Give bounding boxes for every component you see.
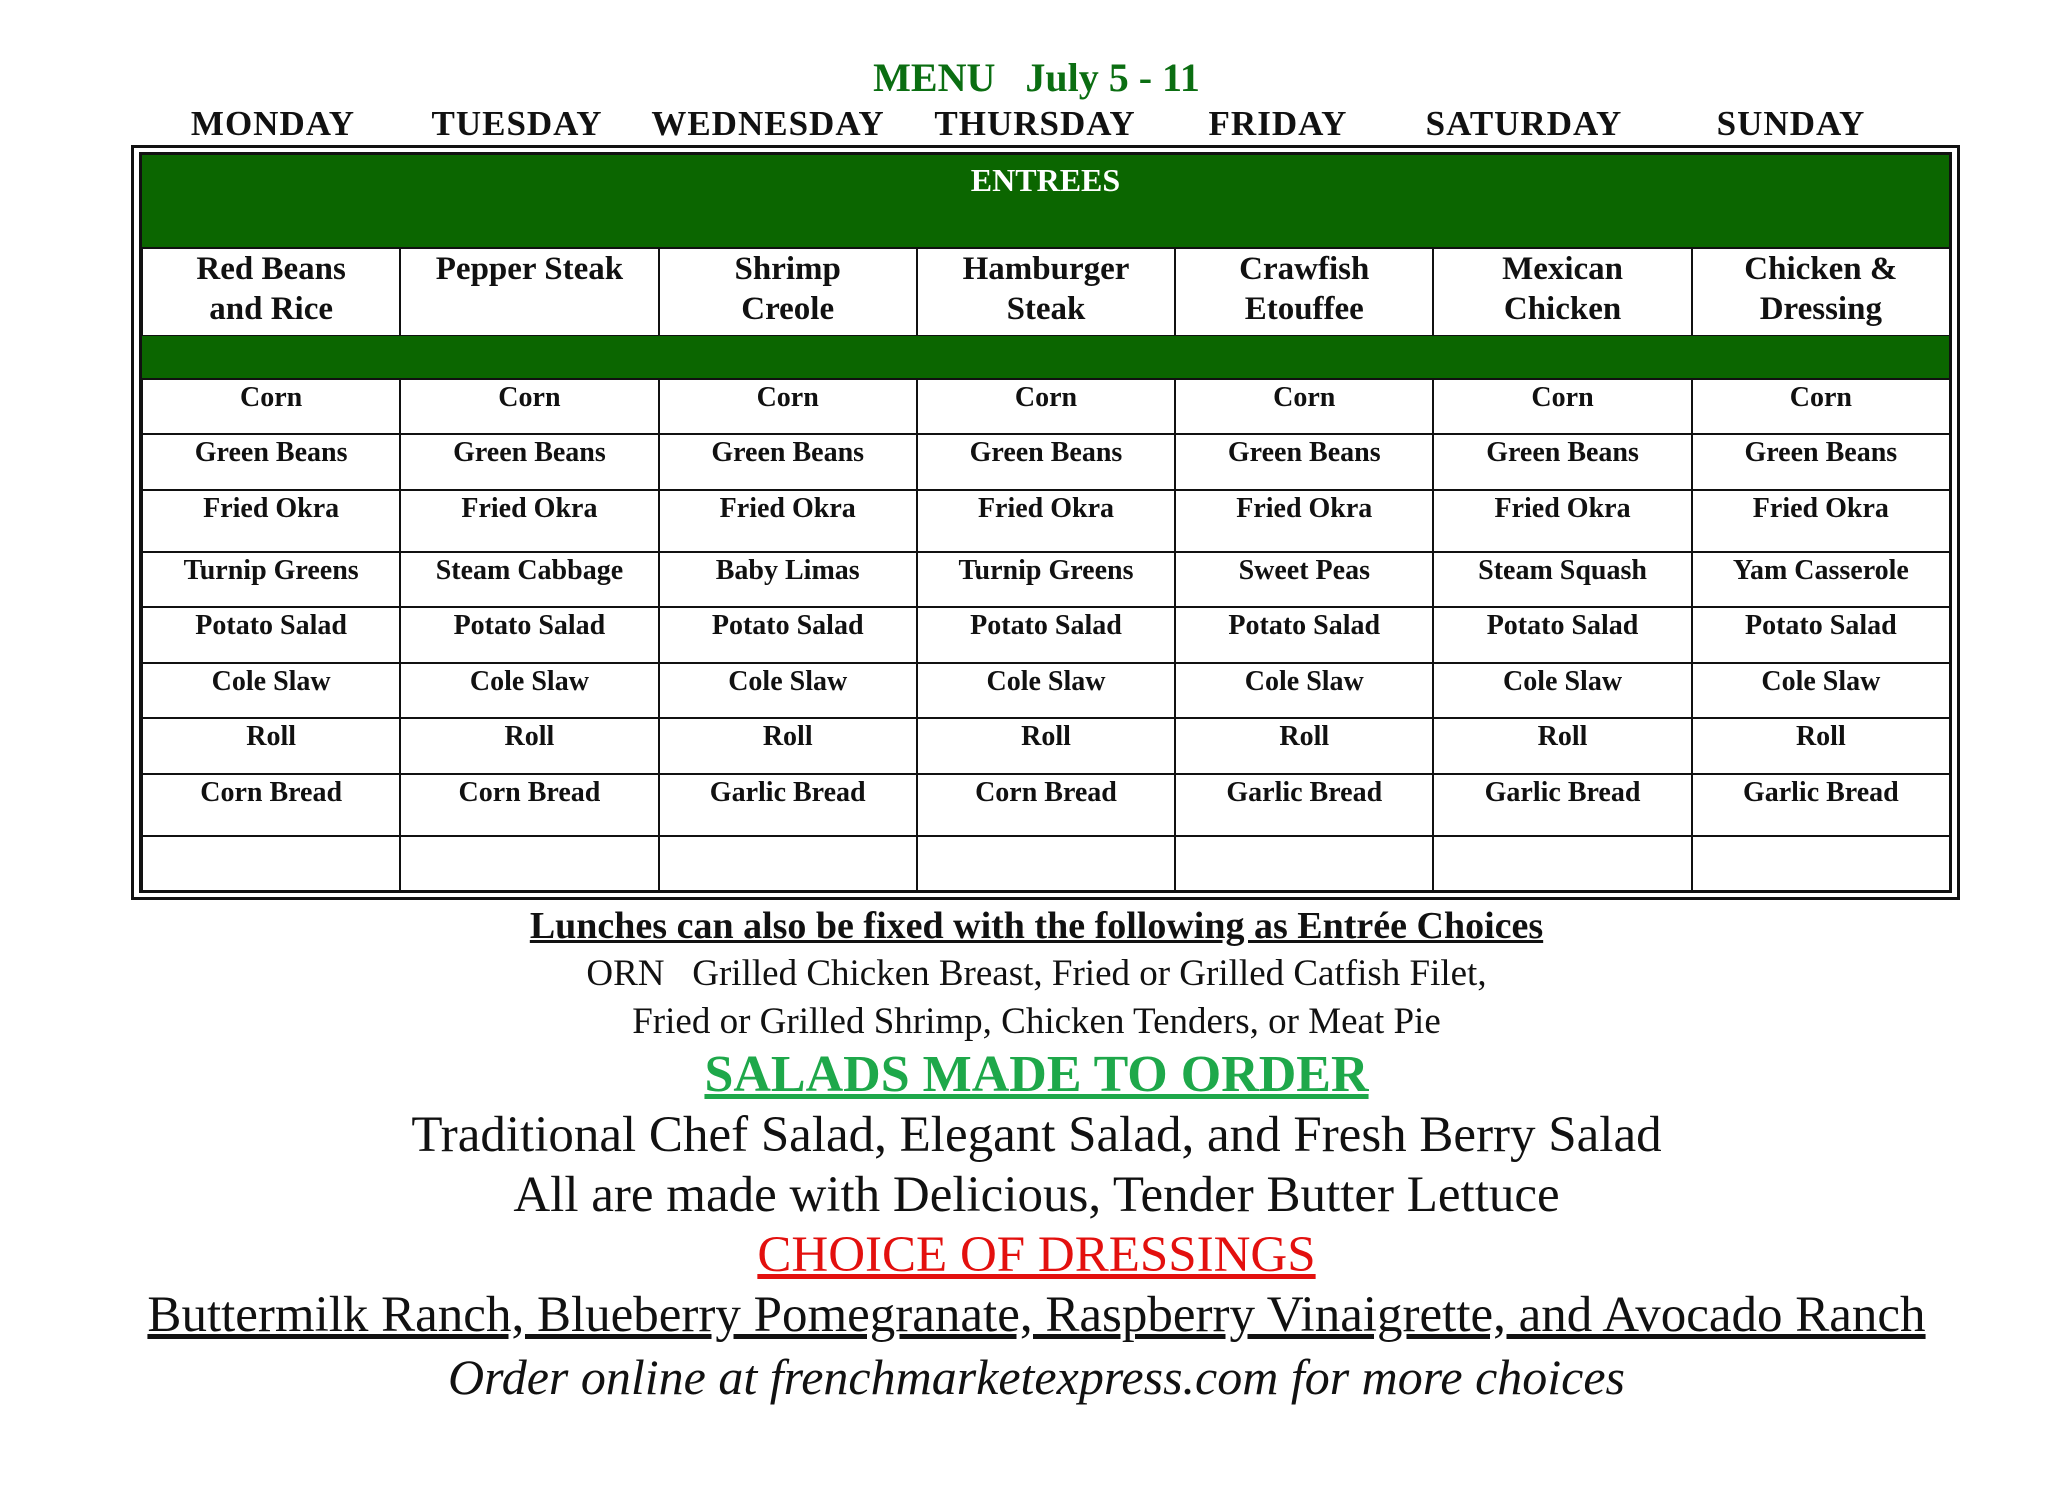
sides-row — [142, 434, 1950, 490]
side-dish-cell: Roll — [142, 718, 400, 774]
side-dish-cell: Yam Casserole — [1692, 552, 1950, 607]
side-dish-cell: Potato Salad — [917, 607, 1175, 663]
side-dish-cell — [400, 836, 658, 892]
entree-tuesday: Pepper Steak — [400, 248, 658, 336]
side-dish-cell: Garlic Bread — [659, 774, 917, 836]
sides-row — [142, 552, 1950, 607]
entrees-row — [142, 248, 1950, 336]
entree-thursday: Hamburger Steak — [917, 248, 1175, 336]
side-dish-cell: Garlic Bread — [1175, 774, 1433, 836]
side-dish-cell — [1175, 836, 1433, 892]
side-dish-cell: Baby Limas — [659, 552, 917, 607]
side-dish-cell: Fried Okra — [1433, 490, 1691, 552]
side-dish-cell: Green Beans — [142, 434, 400, 490]
side-dish-cell: Roll — [659, 718, 917, 774]
day-saturday: SATURDAY — [1425, 104, 1623, 143]
side-dish-cell: Potato Salad — [142, 607, 400, 663]
side-dish-cell: Green Beans — [1433, 434, 1691, 490]
side-dish-cell: Steam Squash — [1433, 552, 1691, 607]
side-dish-cell: Corn — [400, 379, 658, 434]
side-dish-cell — [659, 836, 917, 892]
side-dish-cell: Potato Salad — [659, 607, 917, 663]
side-dish-cell: Green Beans — [917, 434, 1175, 490]
entree-monday: Red Beans and Rice — [142, 248, 400, 336]
side-dish-cell: Green Beans — [659, 434, 917, 490]
menu-title: MENU July 5 - 11 — [873, 55, 1200, 100]
side-dish-cell: Corn — [1175, 379, 1433, 434]
sides-row — [142, 490, 1950, 552]
side-dish-cell: Cole Slaw — [1433, 663, 1691, 718]
side-dish-cell: Potato Salad — [1175, 607, 1433, 663]
side-dish-cell: Fried Okra — [917, 490, 1175, 552]
side-dish-cell: Steam Cabbage — [400, 552, 658, 607]
salads-heading: SALADS MADE TO ORDER — [704, 1046, 1369, 1103]
side-dish-cell: Roll — [1433, 718, 1691, 774]
side-dish-cell: Cole Slaw — [1692, 663, 1950, 718]
side-dish-cell — [142, 836, 400, 892]
side-dish-cell: Potato Salad — [1692, 607, 1950, 663]
sides-table — [141, 378, 1951, 893]
sides-row — [142, 718, 1950, 774]
side-dish-cell: Fried Okra — [659, 490, 917, 552]
side-dish-cell — [917, 836, 1175, 892]
entrees-table — [141, 247, 1951, 337]
entree-choices-line-2: Fried or Grilled Shrimp, Chicken Tenders, or Meat Pie — [632, 1001, 1441, 1042]
entree-wednesday: Shrimp Creole — [659, 248, 917, 336]
side-dish-cell: Cole Slaw — [142, 663, 400, 718]
side-dish-cell: Corn Bread — [917, 774, 1175, 836]
sides-row — [142, 836, 1950, 892]
entree-sunday: Chicken & Dressing — [1692, 248, 1950, 336]
entree-choices-line-1: ORN Grilled Chicken Breast, Fried or Grilled Catfish Filet, — [586, 953, 1487, 994]
entree-choices-heading: Lunches can also be fixed with the following as Entrée Choices — [529, 905, 1544, 947]
entree-friday: Crawfish Etouffee — [1175, 248, 1433, 336]
entrees-heading: ENTREES — [970, 162, 1121, 198]
sides-row — [142, 663, 1950, 718]
side-dish-cell: Corn — [1692, 379, 1950, 434]
side-dish-cell: Corn Bread — [400, 774, 658, 836]
side-dish-cell: Cole Slaw — [659, 663, 917, 718]
sides-divider-band — [142, 336, 1949, 378]
side-dish-cell: Cole Slaw — [1175, 663, 1433, 718]
dressings-list: Buttermilk Ranch, Blueberry Pomegranate, Raspberry Vinaigrette, and Avocado Ranch — [147, 1287, 1926, 1343]
day-wednesday: WEDNESDAY — [651, 104, 885, 143]
side-dish-cell: Potato Salad — [400, 607, 658, 663]
side-dish-cell: Green Beans — [1692, 434, 1950, 490]
side-dish-cell: Green Beans — [400, 434, 658, 490]
side-dish-cell: Roll — [400, 718, 658, 774]
side-dish-cell: Corn — [659, 379, 917, 434]
side-dish-cell: Corn — [917, 379, 1175, 434]
salads-line-2: All are made with Delicious, Tender Butter Lettuce — [513, 1167, 1560, 1223]
side-dish-cell: Corn — [1433, 379, 1691, 434]
side-dish-cell: Turnip Greens — [917, 552, 1175, 607]
side-dish-cell — [1692, 836, 1950, 892]
salads-line-1: Traditional Chef Salad, Elegant Salad, and Fresh Berry Salad — [411, 1107, 1662, 1163]
side-dish-cell: Roll — [917, 718, 1175, 774]
sides-row — [142, 607, 1950, 663]
dressings-heading: CHOICE OF DRESSINGS — [757, 1227, 1316, 1283]
day-thursday: THURSDAY — [934, 104, 1136, 143]
sides-row — [142, 774, 1950, 836]
entree-saturday: Mexican Chicken — [1433, 248, 1691, 336]
day-friday: FRIDAY — [1208, 104, 1348, 143]
side-dish-cell: Fried Okra — [400, 490, 658, 552]
side-dish-cell: Fried Okra — [142, 490, 400, 552]
side-dish-cell: Cole Slaw — [917, 663, 1175, 718]
order-online-note: Order online at frenchmarketexpress.com for more choices — [447, 1349, 1626, 1405]
side-dish-cell: Garlic Bread — [1692, 774, 1950, 836]
side-dish-cell: Turnip Greens — [142, 552, 400, 607]
side-dish-cell: Roll — [1175, 718, 1433, 774]
sides-row — [142, 379, 1950, 434]
side-dish-cell — [1433, 836, 1691, 892]
side-dish-cell: Sweet Peas — [1175, 552, 1433, 607]
side-dish-cell: Corn Bread — [142, 774, 400, 836]
side-dish-cell: Green Beans — [1175, 434, 1433, 490]
side-dish-cell: Fried Okra — [1692, 490, 1950, 552]
entrees-header-band — [142, 155, 1949, 247]
side-dish-cell: Garlic Bread — [1433, 774, 1691, 836]
day-tuesday: TUESDAY — [431, 104, 603, 143]
side-dish-cell: Fried Okra — [1175, 490, 1433, 552]
side-dish-cell: Cole Slaw — [400, 663, 658, 718]
day-sunday: SUNDAY — [1716, 104, 1866, 143]
day-headers — [0, 104, 2048, 144]
side-dish-cell: Potato Salad — [1433, 607, 1691, 663]
side-dish-cell: Corn — [142, 379, 400, 434]
day-monday: MONDAY — [190, 104, 356, 143]
side-dish-cell: Roll — [1692, 718, 1950, 774]
